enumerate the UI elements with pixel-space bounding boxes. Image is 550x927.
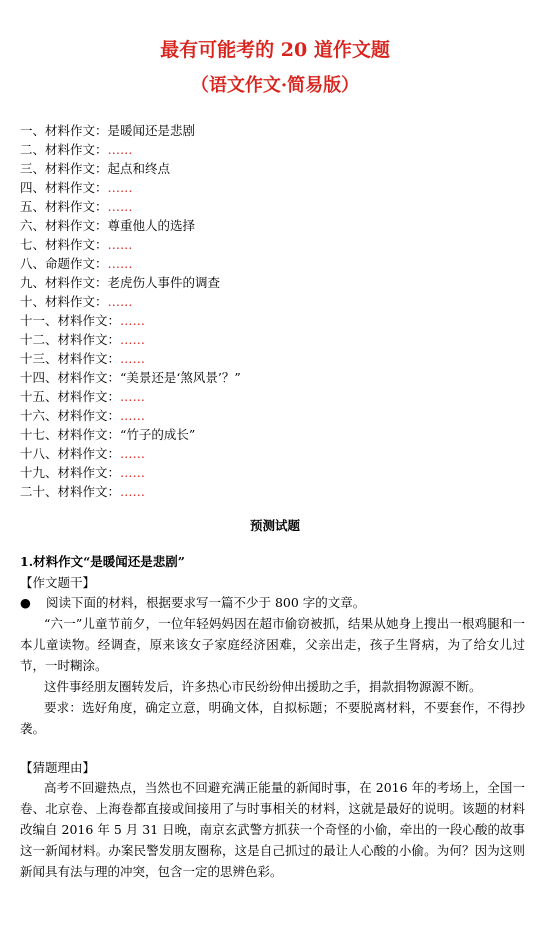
instruction-text: 阅读下面的材料，根据要求写一篇不少于 800 字的文章。 bbox=[46, 595, 366, 610]
topic-ellipsis: …… bbox=[120, 351, 146, 366]
topic-text: 尊重他人的选择 bbox=[107, 218, 196, 233]
topic-list-item bbox=[20, 349, 540, 368]
reason-paragraph: 高考不回避热点，当然也不回避充满正能量的新闻时事，在 2016 年的考场上，全国一卷、北京卷、上海卷都直接或间接用了与时事相关的材料，这就是最好的说明。该题的材料改编自 2016 年 5 月 31 日晚，南京玄武警方抓获一个奇怪的小偷，牵出的一段心酸的故事这一新闻材料。办案民警发朋友圈称，这是自己抓过的最让人心酸的小偷。为何？因为这则新闻具有法与理的冲突，包含一定的思辨色彩。 bbox=[20, 780, 525, 879]
question-title-text: 材料作文“是暖闻还是悲剧” bbox=[33, 554, 185, 569]
requirements-paragraph: 要求：选好角度，确定立意，明确文体，自拟标题；不要脱离材料，不要套作，不得抄袭。 bbox=[20, 700, 525, 736]
topic-label: 九、材料作文： bbox=[20, 275, 108, 290]
topic-label: 四、材料作文： bbox=[20, 180, 108, 195]
topic-label: 一、材料作文： bbox=[20, 123, 108, 138]
topic-list-item bbox=[20, 121, 540, 140]
material-paragraph-1: “六一”儿童节前夕，一位年轻妈妈因在超市偷窃被抓，结果从她身上搜出一根鸡腿和一本儿童读物。经调查，原来该女子家庭经济困难，父亲出走，孩子生肾病，为了给女儿过节，一时糊涂。 bbox=[20, 616, 525, 673]
topic-list-item bbox=[20, 444, 540, 463]
topic-label: 十三、材料作文： bbox=[20, 351, 121, 366]
topic-ellipsis: …… bbox=[120, 484, 146, 499]
topic-label: 十六、材料作文： bbox=[20, 408, 121, 423]
material-paragraph-2: 这件事经朋友圈转发后，许多热心市民纷纷伸出援助之手，捐款捐物源源不断。 bbox=[44, 679, 482, 694]
question-title bbox=[20, 551, 525, 572]
topic-list-item bbox=[20, 482, 540, 501]
topic-label: 十五、材料作文： bbox=[20, 389, 121, 404]
topic-ellipsis: …… bbox=[107, 180, 133, 195]
topic-list-item bbox=[20, 311, 540, 330]
section-heading: 预测试题 bbox=[249, 518, 300, 533]
topic-list-item bbox=[20, 425, 540, 444]
topic-label: 五、材料作文： bbox=[20, 199, 108, 214]
topic-ellipsis: …… bbox=[107, 294, 133, 309]
topic-list-item bbox=[20, 216, 540, 235]
topic-ellipsis: …… bbox=[107, 256, 133, 271]
bullet-icon: ● bbox=[20, 595, 31, 610]
topic-list-item bbox=[20, 178, 540, 197]
topic-list-item bbox=[20, 292, 540, 311]
topic-label: 八、命题作文： bbox=[20, 256, 108, 271]
topic-list-item bbox=[20, 463, 540, 482]
topic-ellipsis: …… bbox=[107, 142, 133, 157]
document-title: 最有可能考的 20 道作文题 bbox=[160, 39, 390, 61]
topic-text: 老虎伤人事件的调查 bbox=[107, 275, 221, 290]
topic-label: 六、材料作文： bbox=[20, 218, 108, 233]
topic-list-item bbox=[20, 197, 540, 216]
topic-label: 十四、材料作文： bbox=[20, 370, 121, 385]
topic-label: 七、材料作文： bbox=[20, 237, 108, 252]
topic-list-item bbox=[20, 140, 540, 159]
topic-text: 起点和终点 bbox=[107, 161, 171, 176]
topic-ellipsis: …… bbox=[120, 332, 146, 347]
topic-list bbox=[20, 121, 540, 501]
topic-ellipsis: …… bbox=[120, 446, 146, 461]
topic-ellipsis: …… bbox=[107, 199, 133, 214]
topic-ellipsis: …… bbox=[120, 408, 146, 423]
topic-label: 三、材料作文： bbox=[20, 161, 108, 176]
topic-list-item bbox=[20, 254, 540, 273]
topic-list-item bbox=[20, 235, 540, 254]
stem-heading: 【作文题干】 bbox=[20, 575, 96, 590]
topic-label: 二十、材料作文： bbox=[20, 484, 121, 499]
topic-label: 十、材料作文： bbox=[20, 294, 108, 309]
topic-list-item bbox=[20, 330, 540, 349]
question-block bbox=[20, 551, 525, 882]
topic-ellipsis: …… bbox=[120, 389, 146, 404]
topic-list-item bbox=[20, 273, 540, 292]
instruction-line bbox=[20, 592, 525, 613]
document-subtitle: （语文作文·简易版） bbox=[190, 75, 360, 96]
spacer bbox=[20, 739, 525, 757]
topic-label: 十九、材料作文： bbox=[20, 465, 121, 480]
topic-label: 二、材料作文： bbox=[20, 142, 108, 157]
topic-list-item bbox=[20, 368, 540, 387]
topic-label: 十七、材料作文： bbox=[20, 427, 121, 442]
question-number: 1. bbox=[20, 554, 34, 569]
topic-list-item bbox=[20, 387, 540, 406]
topic-text: 是暖闻还是悲剧 bbox=[107, 123, 196, 138]
topic-list-item bbox=[20, 406, 540, 425]
topic-text: “竹子的成长” bbox=[120, 427, 196, 442]
topic-ellipsis: …… bbox=[107, 237, 133, 252]
topic-label: 十二、材料作文： bbox=[20, 332, 121, 347]
topic-label: 十一、材料作文： bbox=[20, 313, 121, 328]
topic-ellipsis: …… bbox=[120, 313, 146, 328]
topic-ellipsis: …… bbox=[120, 465, 146, 480]
reason-heading: 【猜题理由】 bbox=[20, 760, 96, 775]
topic-label: 十八、材料作文： bbox=[20, 446, 121, 461]
topic-list-item bbox=[20, 159, 540, 178]
topic-text: “美景还是‘煞风景’？” bbox=[120, 370, 241, 385]
